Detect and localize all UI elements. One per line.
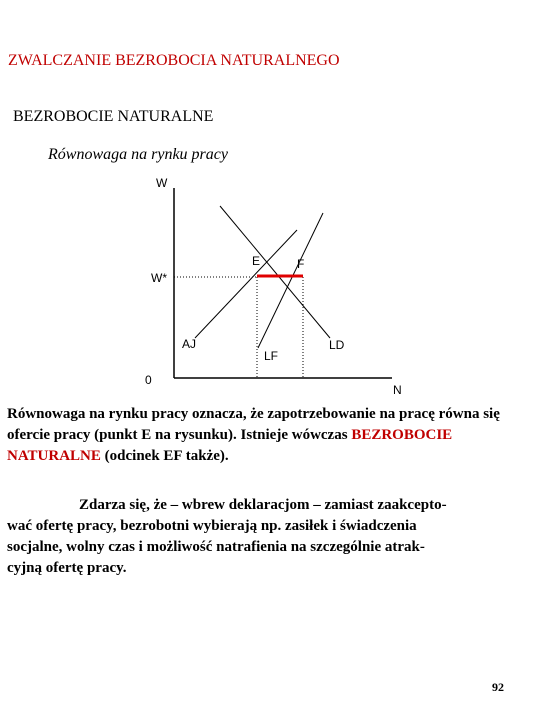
paragraph1-part2: (odcinek EF także). bbox=[100, 448, 229, 464]
page-title: ZWALCZANIE BEZROBOCIA NATURALNEGO bbox=[8, 52, 340, 69]
paragraph1-part1: Równowaga na rynku pracy oznacza, że zapotrzebowanie na pracę równa się ofercie pracy (punkt E na rysunku). Istnieje wówczas bbox=[7, 406, 500, 443]
section-heading: BEZROBOCIE NATURALNE bbox=[13, 108, 214, 125]
paragraph2-line1: Zdarza się, że – wbrew deklaracjom – zamiast zaakcepto- bbox=[79, 497, 447, 513]
paragraph2-line2: wać ofertę pracy, bezrobotni wybierają np. zasiłek i świadczenia bbox=[7, 518, 417, 534]
paragraph1-highlight: BEZROBOCIE NATURALNE bbox=[7, 427, 453, 464]
aj-label: AJ bbox=[182, 337, 197, 351]
diagram-caption: Równowaga na rynku pracy bbox=[48, 146, 228, 163]
point-f-label: F bbox=[297, 257, 305, 271]
paragraph-equilibrium bbox=[7, 404, 532, 467]
origin-label: 0 bbox=[145, 373, 152, 387]
axis-y-label: W bbox=[156, 176, 168, 190]
page-number: 92 bbox=[492, 680, 504, 694]
paragraph-unemployment-choice bbox=[7, 495, 532, 579]
aj-curve bbox=[195, 230, 297, 338]
paragraph2-line4: cyjną ofertę pracy. bbox=[7, 560, 127, 576]
wage-label: W* bbox=[151, 271, 167, 285]
paragraph2-line3: socjalne, wolny czas i możliwość natrafienia na szczególnie atrak- bbox=[7, 539, 425, 555]
ld-label: LD bbox=[329, 338, 345, 352]
point-e-label: E bbox=[252, 254, 261, 268]
axis-x-label: N bbox=[393, 383, 402, 397]
lf-curve bbox=[258, 213, 323, 348]
ld-curve bbox=[220, 206, 330, 338]
labor-market-diagram bbox=[140, 168, 420, 400]
lf-label: LF bbox=[264, 349, 279, 363]
